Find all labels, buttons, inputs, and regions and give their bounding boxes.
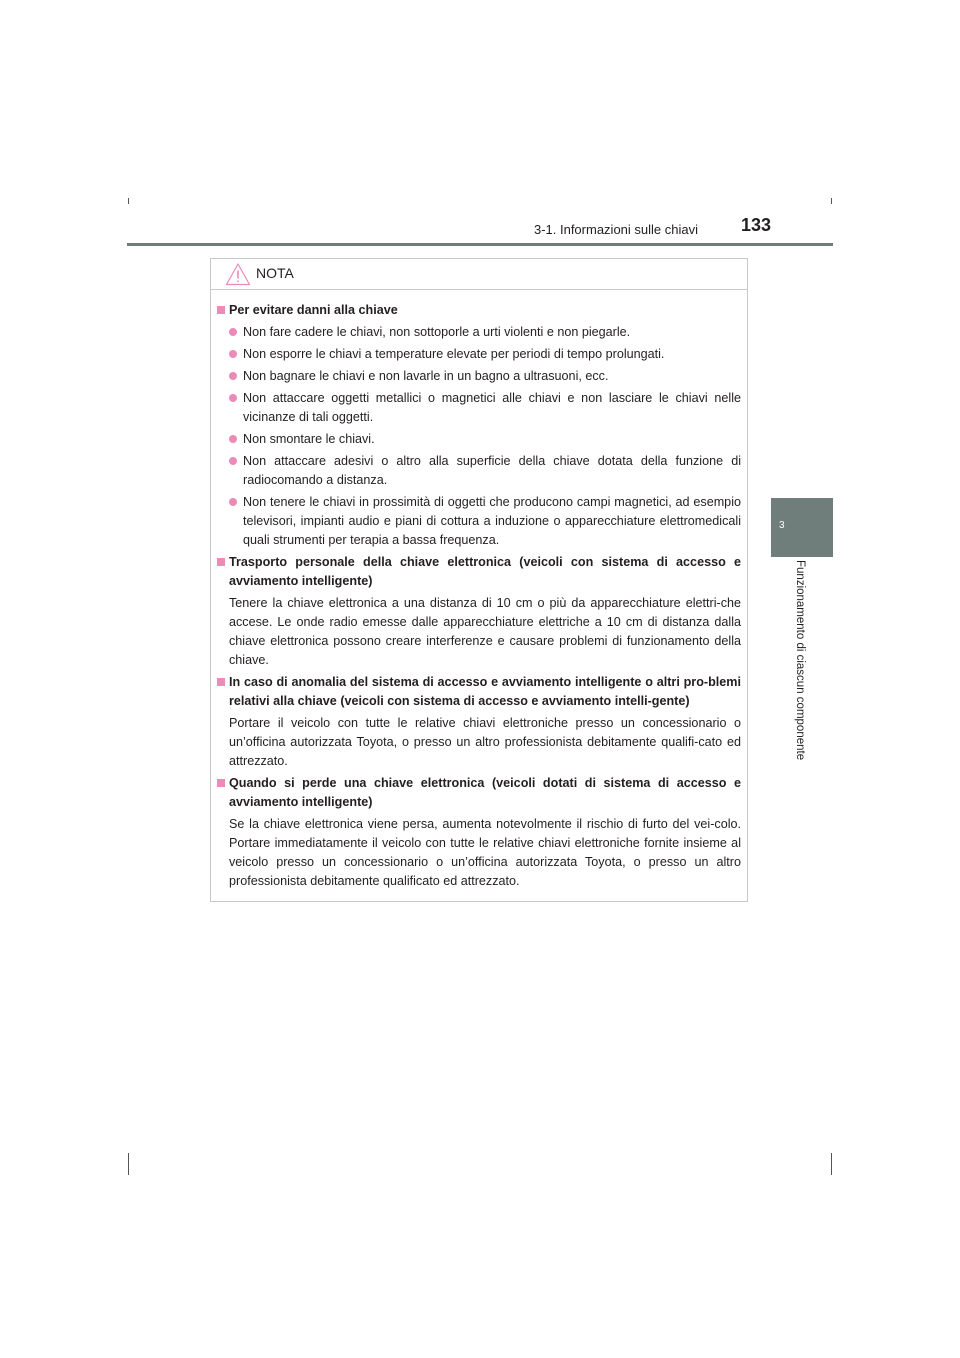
list-item: Non fare cadere le chiavi, non sottoporle a urti violenti e non piegarle. <box>217 323 741 342</box>
note-box <box>210 258 748 902</box>
section-text: Portare il veicolo con tutte le relative chiavi elettroniche presso un concessionario o un’officina autorizzata Toyota, o presso un altro professionista debitamente qualifi-cato ed attrezzato. <box>229 716 741 768</box>
note-section <box>217 774 741 891</box>
note-section <box>217 553 741 670</box>
section-heading: Trasporto personale della chiave elettronica (veicoli con sistema di accesso e avviamento intelligente) <box>217 553 741 591</box>
section-text: Tenere la chiave elettronica a una distanza di 10 cm o più da apparecchiature elettri-che accese. Le onde radio emesse dalle apparecchiature elettriche a 10 cm di distanza dalla chiave elettronica possono creare interferenze e causare problemi di funzionamento della chiave. <box>229 596 741 667</box>
header-rule <box>127 243 833 246</box>
note-title: NOTA <box>256 265 294 281</box>
crop-mark-bottom-left <box>128 1153 129 1175</box>
list-item: Non esporre le chiavi a temperature elevate per periodi di tempo prolungati. <box>217 345 741 364</box>
section-text: Se la chiave elettronica viene persa, aumenta notevolmente il rischio di furto del vei-colo. Portare immediatamente il veicolo con tutte le relative chiavi elettroniche fornite insieme al veicolo presso un concessionario o un’officina autorizzata Toyota, o presso un altro professionista debitamente qualificato ed attrezzato. <box>229 817 741 888</box>
crop-mark-bottom-right <box>831 1153 832 1175</box>
pink-dot-icon <box>229 457 237 465</box>
list-item: Non attaccare adesivi o altro alla superficie della chiave dotata della funzione di radiocomando a distanza. <box>217 452 741 490</box>
pink-square-icon <box>217 779 225 787</box>
note-body <box>211 290 747 891</box>
list-item: Non attaccare oggetti metallici o magnetici alle chiavi e non lasciare le chiavi nelle vicinanze di tali oggetti. <box>217 389 741 427</box>
section-title: 3-1. Informazioni sulle chiavi <box>533 222 698 237</box>
note-section <box>217 301 741 550</box>
section-heading: Quando si perde una chiave elettronica (veicoli dotati di sistema di accesso e avviamento intelligente) <box>217 774 741 812</box>
pink-dot-icon <box>229 394 237 402</box>
warning-triangle-icon <box>225 262 251 286</box>
pink-square-icon <box>217 678 225 686</box>
list-item: Non bagnare le chiavi e non lavarle in un bagno a ultrasuoni, ecc. <box>217 367 741 386</box>
section-heading: In caso di anomalia del sistema di accesso e avviamento intelligente o altri pro-blemi relativi alla chiave (veicoli con sistema di accesso e avviamento intelli-gente) <box>217 673 741 711</box>
section-heading: Per evitare danni alla chiave <box>217 301 741 320</box>
pink-dot-icon <box>229 350 237 358</box>
pink-square-icon <box>217 558 225 566</box>
chapter-tab <box>771 498 833 557</box>
crop-mark-top-left <box>128 198 129 204</box>
chapter-label: Funzionamento di ciascun componente <box>794 560 806 761</box>
list-item: Non smontare le chiavi. <box>217 430 741 449</box>
page-number: 133 <box>741 215 772 235</box>
note-header <box>211 259 747 290</box>
note-section <box>217 673 741 771</box>
pink-square-icon <box>217 306 225 314</box>
pink-dot-icon <box>229 372 237 380</box>
pink-dot-icon <box>229 498 237 506</box>
pink-dot-icon <box>229 328 237 336</box>
chapter-number: 3 <box>779 520 785 531</box>
pink-dot-icon <box>229 435 237 443</box>
crop-mark-top-right <box>831 198 832 204</box>
list-item: Non tenere le chiavi in prossimità di oggetti che producono campi magnetici, ad esempio televisori, impianti audio e piani di cottura a induzione o apparecchiature elettromedicali quali strumenti per terapia a bassa frequenza. <box>217 493 741 550</box>
